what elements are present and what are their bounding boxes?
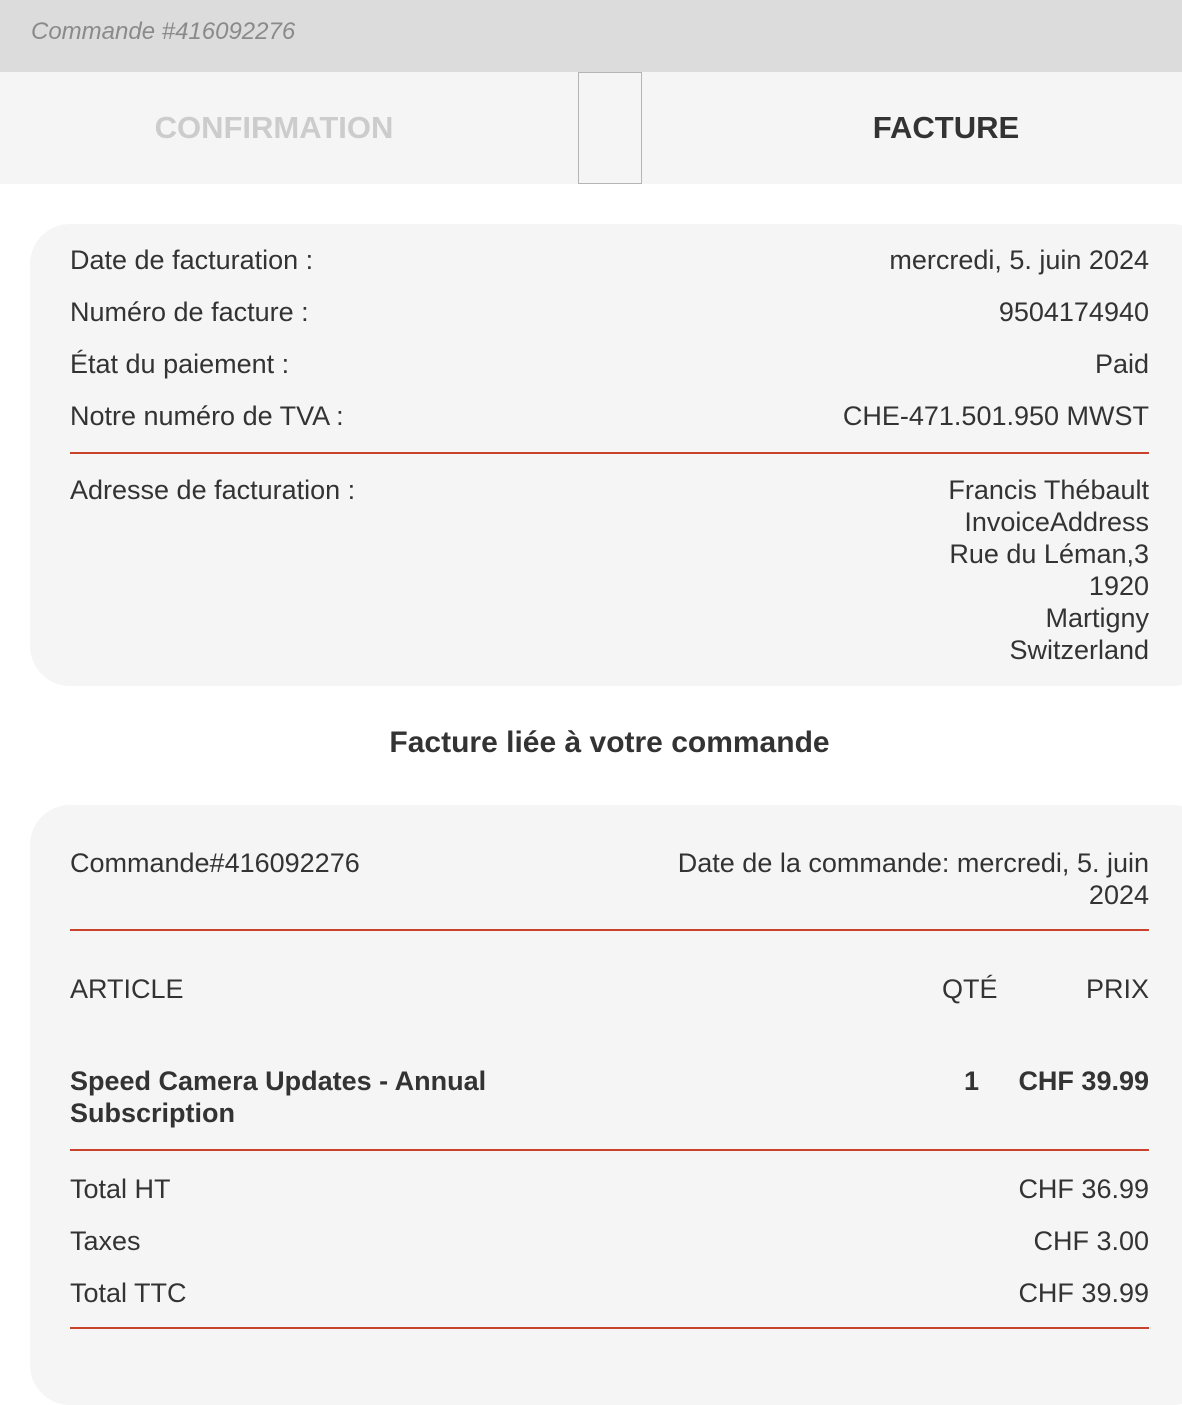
invoice-number-value: 9504174940 bbox=[998, 297, 1149, 327]
column-article: ARTICLE bbox=[70, 974, 184, 1004]
section-title: Facture liée à votre commande bbox=[389, 726, 830, 759]
item-qty: 1 bbox=[964, 1066, 980, 1096]
invoice-info-card bbox=[30, 224, 1182, 686]
billing-address-label: Adresse de facturation : bbox=[70, 475, 356, 505]
billing-address bbox=[948, 474, 1149, 666]
order-date-line: 2024 bbox=[1088, 880, 1149, 910]
payment-status-label: État du paiement : bbox=[70, 349, 290, 379]
invoice-date-value: mercredi, 5. juin 2024 bbox=[889, 245, 1149, 275]
divider bbox=[70, 452, 1149, 454]
item-row bbox=[70, 1065, 1149, 1135]
address-line: Rue du Léman,3 bbox=[949, 539, 1149, 569]
order-date bbox=[629, 847, 1149, 911]
invoice-number-label: Numéro de facture : bbox=[70, 297, 309, 327]
invoice-date-label: Date de facturation : bbox=[70, 245, 314, 275]
taxes-label: Taxes bbox=[70, 1226, 141, 1256]
tab-divider bbox=[578, 72, 642, 184]
tab-confirmation[interactable]: CONFIRMATION bbox=[154, 110, 394, 145]
total-ttc-label: Total TTC bbox=[70, 1278, 187, 1308]
vat-number-label: Notre numéro de TVA : bbox=[70, 401, 344, 431]
address-line: InvoiceAddress bbox=[964, 507, 1149, 537]
order-header-row bbox=[70, 847, 1149, 917]
address-line: 1920 bbox=[1088, 571, 1149, 601]
address-line: Switzerland bbox=[1009, 635, 1149, 665]
payment-status-value: Paid bbox=[1094, 349, 1149, 379]
taxes-value: CHF 3.00 bbox=[1033, 1226, 1149, 1256]
address-line: Martigny bbox=[1045, 603, 1149, 633]
total-ttc-value: CHF 39.99 bbox=[1018, 1278, 1149, 1308]
order-title: Commande #416092276 bbox=[31, 18, 296, 45]
item-name-line: Subscription bbox=[70, 1098, 236, 1128]
top-bar bbox=[0, 0, 1182, 72]
divider bbox=[70, 1149, 1149, 1151]
tab-facture[interactable]: FACTURE bbox=[872, 110, 1020, 145]
total-ht-label: Total HT bbox=[70, 1174, 171, 1204]
billing-address-row bbox=[70, 474, 1149, 674]
total-ht-value: CHF 36.99 bbox=[1018, 1174, 1149, 1204]
item-name bbox=[70, 1065, 550, 1129]
order-date-line: Date de la commande: mercredi, 5. juin bbox=[677, 848, 1149, 878]
column-qty: QTÉ bbox=[942, 974, 998, 1004]
order-card bbox=[30, 805, 1182, 1405]
vat-number-value: CHE-471.501.950 MWST bbox=[842, 401, 1149, 431]
item-price: CHF 39.99 bbox=[1018, 1066, 1149, 1096]
order-number: Commande#416092276 bbox=[70, 848, 360, 878]
divider bbox=[70, 929, 1149, 931]
column-price: PRIX bbox=[1085, 974, 1149, 1004]
item-name-line: Speed Camera Updates - Annual bbox=[70, 1066, 487, 1096]
address-line: Francis Thébault bbox=[948, 475, 1149, 505]
divider bbox=[70, 1327, 1149, 1329]
tab-bar bbox=[0, 72, 1182, 184]
